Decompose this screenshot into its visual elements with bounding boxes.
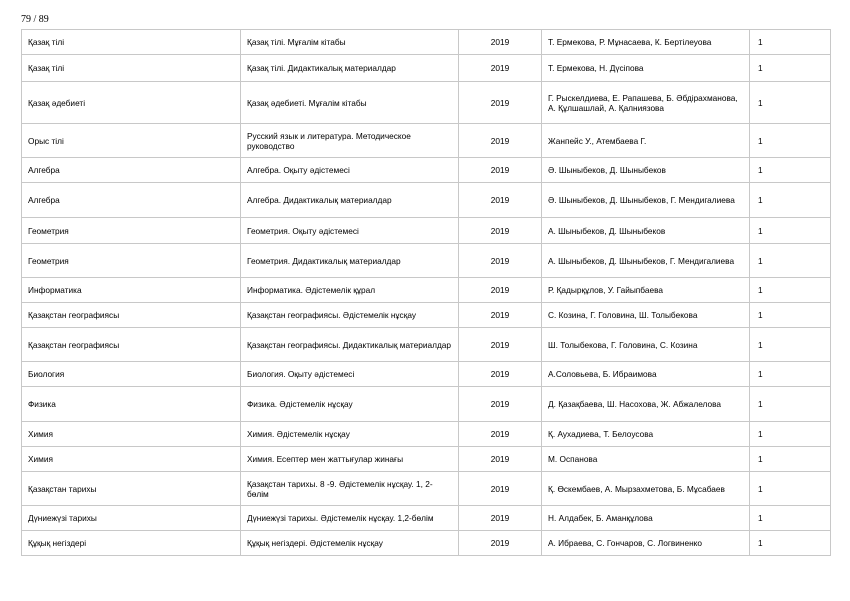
authors-cell: Т. Ермекова, Н. Дүсіпова [542, 55, 750, 82]
title-cell: Алгебра. Дидактикалық материалдар [241, 183, 459, 218]
year-cell: 2019 [459, 183, 542, 218]
subject-cell: Химия [22, 422, 241, 447]
authors-cell: А.Соловьева, Б. Ибраимова [542, 362, 750, 387]
table-row [22, 30, 831, 55]
subject-cell: Орыс тілі [22, 124, 241, 158]
table-row [22, 472, 831, 506]
year-cell: 2019 [459, 303, 542, 328]
quantity-cell: 1 [750, 218, 831, 244]
year-cell: 2019 [459, 362, 542, 387]
subject-cell: Информатика [22, 278, 241, 303]
year-cell: 2019 [459, 158, 542, 183]
authors-cell: М. Оспанова [542, 447, 750, 472]
title-cell: Қазақ әдебиеті. Мұғалім кітабы [241, 82, 459, 124]
table-row [22, 158, 831, 183]
subject-cell: Қазақ тілі [22, 30, 241, 55]
authors-cell: Қ. Өскембаев, А. Мырзахметова, Б. Мұсабаев [542, 472, 750, 506]
table-row [22, 82, 831, 124]
year-cell: 2019 [459, 124, 542, 158]
authors-cell: Ш. Толыбекова, Г. Головина, С. Козина [542, 328, 750, 362]
textbook-table [21, 29, 831, 556]
table-row [22, 387, 831, 422]
quantity-cell: 1 [750, 30, 831, 55]
year-cell: 2019 [459, 328, 542, 362]
subject-cell: Физика [22, 387, 241, 422]
year-cell: 2019 [459, 278, 542, 303]
subject-cell: Геометрия [22, 244, 241, 278]
authors-cell: Н. Алдабек, Б. Аманқұлова [542, 506, 750, 531]
quantity-cell: 1 [750, 362, 831, 387]
subject-cell: Қазақ тілі [22, 55, 241, 82]
title-cell: Қазақстан тарихы. 8 -9. Әдістемелік нұсқау. 1, 2-бөлім [241, 472, 459, 506]
year-cell: 2019 [459, 82, 542, 124]
authors-cell: Т. Ермекова, Р. Мұнасаева, К. Бертілеуова [542, 30, 750, 55]
quantity-cell: 1 [750, 303, 831, 328]
table-row [22, 422, 831, 447]
quantity-cell: 1 [750, 472, 831, 506]
authors-cell: С. Козина, Г. Головина, Ш. Толыбекова [542, 303, 750, 328]
table-row [22, 278, 831, 303]
title-cell: Физика. Әдістемелік нұсқау [241, 387, 459, 422]
title-cell: Геометрия. Дидактикалық материалдар [241, 244, 459, 278]
subject-cell: Химия [22, 447, 241, 472]
table-row [22, 218, 831, 244]
year-cell: 2019 [459, 506, 542, 531]
table-row [22, 303, 831, 328]
authors-cell: Ә. Шыныбеков, Д. Шыныбеков [542, 158, 750, 183]
subject-cell: Қазақстан тарихы [22, 472, 241, 506]
subject-cell: Қазақстан географиясы [22, 303, 241, 328]
quantity-cell: 1 [750, 387, 831, 422]
table-row [22, 506, 831, 531]
quantity-cell: 1 [750, 183, 831, 218]
table-row [22, 328, 831, 362]
quantity-cell: 1 [750, 506, 831, 531]
title-cell: Алгебра. Оқыту әдістемесі [241, 158, 459, 183]
title-cell: Қазақ тілі. Дидактикалық материалдар [241, 55, 459, 82]
year-cell: 2019 [459, 244, 542, 278]
subject-cell: Геометрия [22, 218, 241, 244]
subject-cell: Қазақ әдебиеті [22, 82, 241, 124]
authors-cell: А. Шыныбеков, Д. Шыныбеков, Г. Мендигалиева [542, 244, 750, 278]
authors-cell: Қ. Аухадиева, Т. Белоусова [542, 422, 750, 447]
table-row [22, 55, 831, 82]
table-row [22, 183, 831, 218]
title-cell: Қазақстан географиясы. Дидактикалық материалдар [241, 328, 459, 362]
title-cell: Қазақстан географиясы. Әдістемелік нұсқау [241, 303, 459, 328]
quantity-cell: 1 [750, 244, 831, 278]
year-cell: 2019 [459, 30, 542, 55]
subject-cell: Дүниежүзі тарихы [22, 506, 241, 531]
subject-cell: Қазақстан географиясы [22, 328, 241, 362]
year-cell: 2019 [459, 387, 542, 422]
table-row [22, 447, 831, 472]
title-cell: Дүниежүзі тарихы. Әдістемелік нұсқау. 1,2-бөлім [241, 506, 459, 531]
table-row [22, 531, 831, 556]
table-row [22, 124, 831, 158]
year-cell: 2019 [459, 218, 542, 244]
subject-cell: Алгебра [22, 183, 241, 218]
authors-cell: Г. Рыскелдиева, Е. Рапашева, Б. Әбдірахманова, А. Құлшашлай, А. Қалниязова [542, 82, 750, 124]
table-body [22, 30, 831, 556]
quantity-cell: 1 [750, 124, 831, 158]
page-indicator: 79 / 89 [21, 14, 49, 25]
quantity-cell: 1 [750, 158, 831, 183]
year-cell: 2019 [459, 472, 542, 506]
quantity-cell: 1 [750, 447, 831, 472]
subject-cell: Биология [22, 362, 241, 387]
title-cell: Геометрия. Оқыту әдістемесі [241, 218, 459, 244]
title-cell: Химия. Есептер мен жаттығулар жинағы [241, 447, 459, 472]
title-cell: Құқық негіздері. Әдістемелік нұсқау [241, 531, 459, 556]
table-row [22, 244, 831, 278]
year-cell: 2019 [459, 531, 542, 556]
title-cell: Қазақ тілі. Мұғалім кітабы [241, 30, 459, 55]
year-cell: 2019 [459, 447, 542, 472]
table-row [22, 362, 831, 387]
quantity-cell: 1 [750, 278, 831, 303]
authors-cell: Р. Қадырқұлов, У. Гайыпбаева [542, 278, 750, 303]
title-cell: Химия. Әдістемелік нұсқау [241, 422, 459, 447]
subject-cell: Алгебра [22, 158, 241, 183]
quantity-cell: 1 [750, 55, 831, 82]
title-cell: Русский язык и литература. Методическое руководство [241, 124, 459, 158]
title-cell: Информатика. Әдістемелік құрал [241, 278, 459, 303]
authors-cell: А. Шыныбеков, Д. Шыныбеков [542, 218, 750, 244]
quantity-cell: 1 [750, 328, 831, 362]
subject-cell: Құқық негіздері [22, 531, 241, 556]
authors-cell: А. Ибраева, С. Гончаров, С. Логвиненко [542, 531, 750, 556]
quantity-cell: 1 [750, 422, 831, 447]
authors-cell: Жанпейс У., Атембаева Г. [542, 124, 750, 158]
year-cell: 2019 [459, 55, 542, 82]
quantity-cell: 1 [750, 82, 831, 124]
quantity-cell: 1 [750, 531, 831, 556]
authors-cell: Д. Қазақбаева, Ш. Насохова, Ж. Абжалелова [542, 387, 750, 422]
title-cell: Биология. Оқыту әдістемесі [241, 362, 459, 387]
authors-cell: Ә. Шыныбеков, Д. Шыныбеков, Г. Мендигалиева [542, 183, 750, 218]
year-cell: 2019 [459, 422, 542, 447]
